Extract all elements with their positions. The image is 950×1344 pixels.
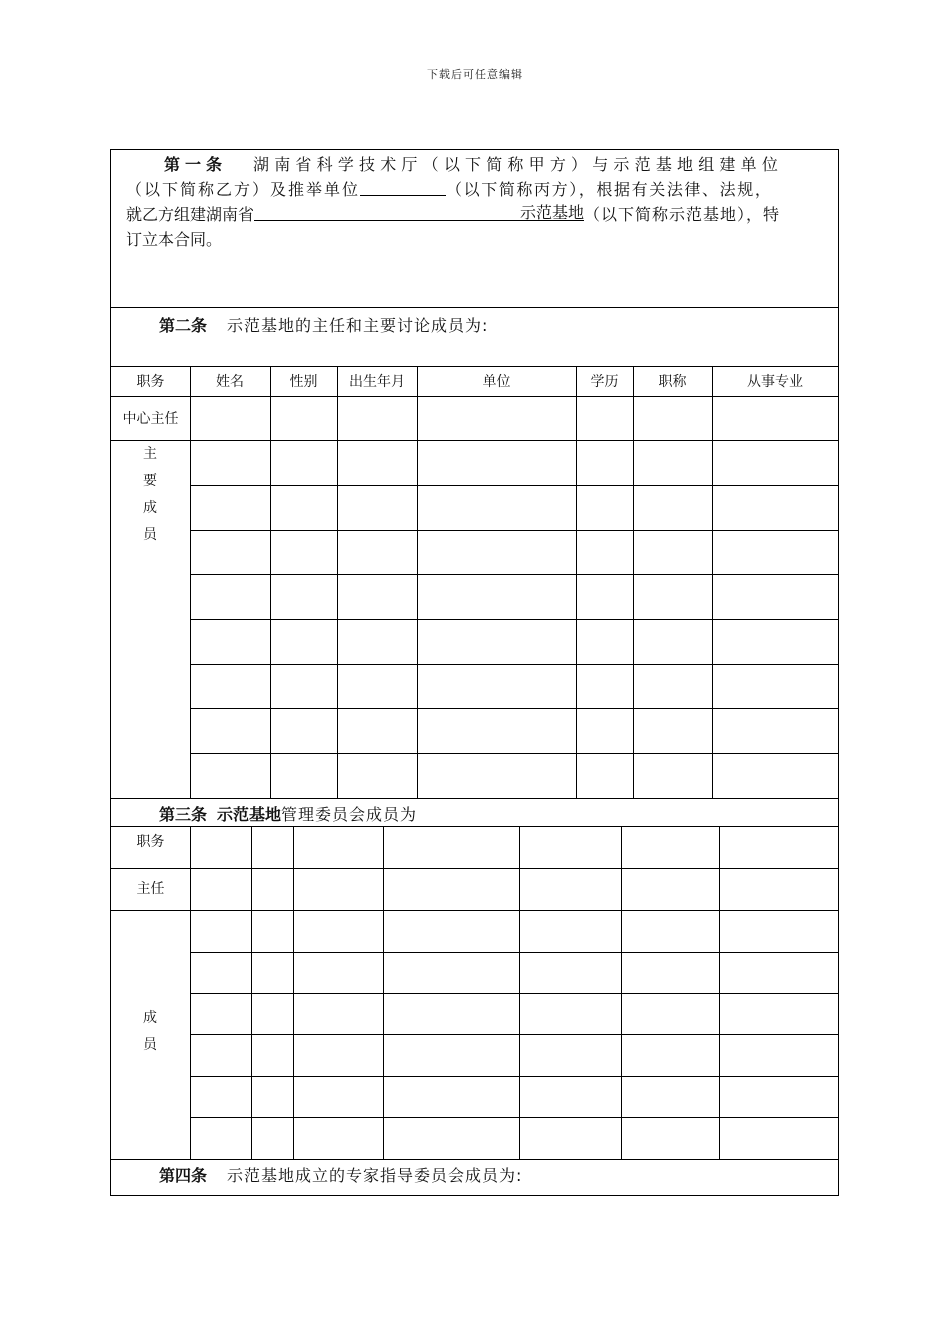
article-3 xyxy=(159,802,417,825)
article-3-text: 管理委员会成员为 xyxy=(281,805,418,824)
article-1-line-2a: （以下简称乙方）及推举单位 xyxy=(126,180,361,199)
article-3-bold: 示范基地 xyxy=(217,805,282,824)
article-2 xyxy=(159,313,488,336)
page-header: 下载后可任意编辑 xyxy=(427,68,523,81)
col-gender: 性别 xyxy=(289,374,318,390)
article-1-line-3a: 就乙方组建湖南省 xyxy=(126,205,255,224)
col-unit: 单位 xyxy=(482,374,511,390)
recommender-unit-blank[interactable] xyxy=(360,178,446,196)
base-name-blank[interactable] xyxy=(254,203,584,221)
director-label: 中心主任 xyxy=(122,411,179,427)
col-education: 学历 xyxy=(590,374,619,390)
article-4-heading: 第四条 xyxy=(159,1166,208,1185)
main-members-label: 主 要 成 员 xyxy=(143,446,157,543)
col-specialty: 从事专业 xyxy=(747,374,803,390)
article-4 xyxy=(159,1163,522,1186)
article-1-line-1: 湖南省科学技术厅（以下简称甲方）与示范基地组建单位 xyxy=(253,155,784,174)
article-1-line-4: 订立本合同。 xyxy=(126,230,223,249)
col-position: 职务 xyxy=(136,374,165,390)
col-name: 姓名 xyxy=(216,374,244,390)
article-3-heading: 第三条 xyxy=(159,805,208,824)
article-1-line-2b: （以下简称丙方），根据有关法律、法规， xyxy=(446,180,773,199)
base-name-suffix: 示范基地 xyxy=(520,203,585,222)
article-2-text: 示范基地的主任和主要讨论成员为: xyxy=(227,316,489,335)
col-title: 职称 xyxy=(658,374,687,390)
article-1 xyxy=(126,152,826,252)
committee-position-label: 职务 xyxy=(136,834,165,850)
article-1-heading: 第一条 xyxy=(164,155,228,174)
col-birth: 出生年月 xyxy=(349,374,405,390)
article-2-heading: 第二条 xyxy=(159,316,208,335)
committee-members-label: 成 员 xyxy=(143,1010,157,1053)
contract-frame xyxy=(110,149,839,1196)
article-1-line-3c: （以下简称示范基地），特 xyxy=(584,205,781,224)
article-4-text: 示范基地成立的专家指导委员会成员为: xyxy=(227,1166,523,1185)
committee-chair-label: 主任 xyxy=(136,881,165,897)
